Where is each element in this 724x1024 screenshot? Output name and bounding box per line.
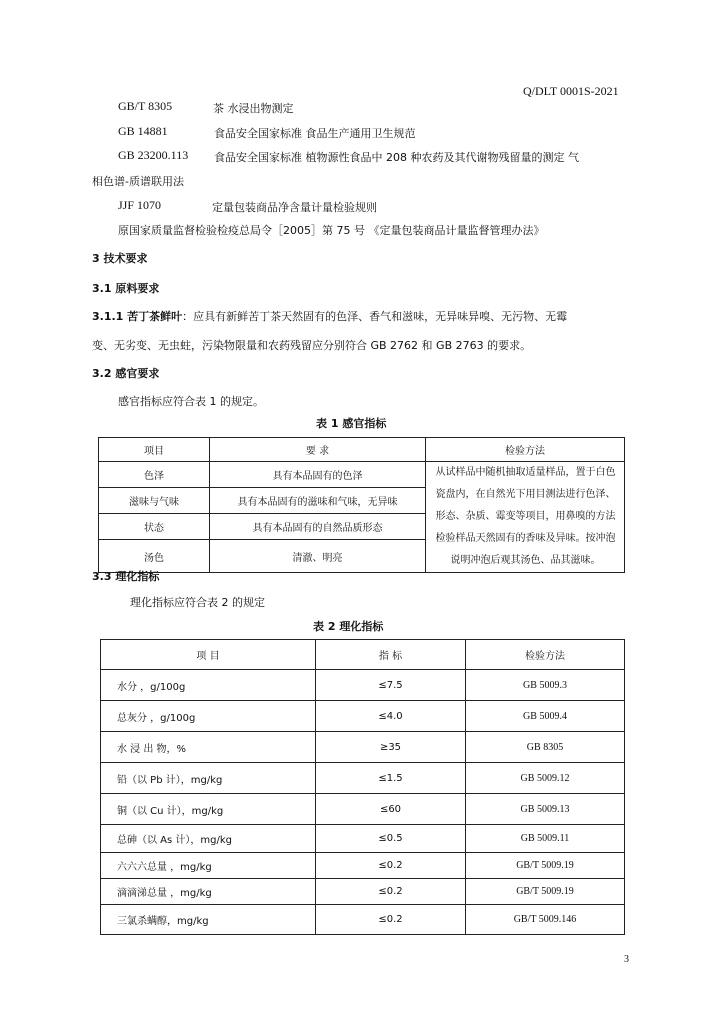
table-cell: 具有本品固有的滋味和气味，无异味 [210, 488, 426, 514]
table-row [99, 462, 625, 488]
table-cell: ≤4.0 [316, 701, 466, 732]
section-heading: 3.1 原料要求 [92, 282, 160, 295]
reference-code: GB/T 8305 [118, 99, 173, 113]
table-cell: ≤0.2 [316, 879, 466, 905]
page-number: 3 [624, 954, 629, 965]
sensory-table [98, 437, 625, 573]
paragraph-continuation: 变、无劣变、无虫蛀，污染物限量和农药残留应分别符合 GB 2762 和 GB 2763 的要求。 [92, 339, 532, 352]
section-heading: 3.2 感官要求 [92, 367, 160, 380]
table-cell: 铅（以 Pb 计），mg/kg [101, 763, 316, 794]
reference-code: GB 23200.113 [118, 148, 189, 162]
column-header: 指 标 [316, 640, 466, 670]
table-row [101, 879, 625, 905]
table-cell: ≤60 [316, 794, 466, 825]
table-cell: 总灰分 ，g/100g [101, 701, 316, 732]
table-cell: ≤0.2 [316, 853, 466, 879]
table-cell: 状态 [99, 514, 210, 540]
table-cell: 具有本品固有的自然品质形态 [210, 514, 426, 540]
table-cell: ≤0.2 [316, 905, 466, 935]
paragraph: 感官指标应符合表 1 的规定。 [118, 395, 264, 408]
table-row [101, 853, 625, 879]
paragraph: 理化指标应符合表 2 的规定 [130, 596, 265, 609]
column-header: 要 求 [210, 438, 426, 462]
table-cell: 滋味与气味 [99, 488, 210, 514]
table-cell: GB 5009.11 [466, 825, 625, 853]
table-cell: GB/T 5009.19 [466, 879, 625, 905]
table-row [101, 701, 625, 732]
reference-title-continuation: 相色谱-质谱联用法 [92, 175, 184, 188]
reference-title: 茶 水浸出物测定 [213, 102, 294, 115]
table-cell: ≤0.5 [316, 825, 466, 853]
table-cell: 色泽 [99, 462, 210, 488]
table-cell: GB/T 5009.19 [466, 853, 625, 879]
table-row [101, 670, 625, 701]
table-cell: GB 5009.3 [466, 670, 625, 701]
table-caption: 表 1 感官指标 [316, 417, 387, 430]
table-cell: 汤色 [99, 540, 210, 573]
table-cell: 铜（以 Cu 计），mg/kg [101, 794, 316, 825]
paragraph [92, 308, 567, 324]
table-cell: ≥35 [316, 732, 466, 763]
reference-title: 食品安全国家标准 食品生产通用卫生规范 [214, 127, 416, 140]
physicochemical-table [100, 639, 625, 935]
table-row [101, 794, 625, 825]
table-cell: 六六六总量 ，mg/kg [101, 853, 316, 879]
table-cell: GB 5009.4 [466, 701, 625, 732]
table-header-row [99, 438, 625, 462]
table-cell: 滴滴涕总量 ，mg/kg [101, 879, 316, 905]
reference-code: JJF 1070 [118, 198, 162, 212]
section-heading: 3.3 理化指标 [92, 570, 160, 583]
table-row [101, 732, 625, 763]
table-cell: 总砷（以 As 计），mg/kg [101, 825, 316, 853]
table-cell: 清澈、明亮 [210, 540, 426, 573]
table-cell: GB/T 5009.146 [466, 905, 625, 935]
method-cell: 从试样品中随机抽取适量样品，置于白色瓷盘内，在自然光下用目测法进行色泽、形态、杂质、霉变等项目，用鼻嗅的方法检验样品天然固有的香味及异味。按冲泡说明冲泡后观其汤色、品其滋味。 [426, 462, 625, 573]
table-header-row [101, 640, 625, 670]
document-code: Q/DLT 0001S-2021 [523, 84, 619, 98]
column-header: 项目 [99, 438, 210, 462]
column-header: 项 目 [101, 640, 316, 670]
section-heading: 3 技术要求 [92, 252, 148, 265]
term-text: ：应具有新鲜苦丁茶天然固有的色泽、香气和滋味，无异味异嗅、无污物、无霉 [182, 310, 568, 323]
reference-title: 定量包装商品净含量计量检验规则 [212, 201, 377, 214]
reference-title: 原国家质量监督检验检疫总局令［2005］第 75 号 《定量包装商品计量监督管理办法》 [118, 224, 545, 237]
table-cell: ≤7.5 [316, 670, 466, 701]
table-cell: 水 浸 出 物，% [101, 732, 316, 763]
table-row [101, 763, 625, 794]
table-cell: 三氯杀螨醇，mg/kg [101, 905, 316, 935]
reference-title: 食品安全国家标准 植物源性食品中 208 种农药及其代谢物残留量的测定 气 [214, 151, 579, 164]
table-row [101, 825, 625, 853]
reference-code: GB 14881 [118, 124, 168, 138]
column-header: 检验方法 [466, 640, 625, 670]
table-cell: GB 5009.12 [466, 763, 625, 794]
table-cell: 水分 ，g/100g [101, 670, 316, 701]
table-cell: GB 5009.13 [466, 794, 625, 825]
term-label: 3.1.1 苦丁茶鲜叶 [92, 310, 183, 323]
table-cell: 具有本品固有的色泽 [210, 462, 426, 488]
table-cell: GB 8305 [466, 732, 625, 763]
table-cell: ≤1.5 [316, 763, 466, 794]
column-header: 检验方法 [426, 438, 625, 462]
table-caption: 表 2 理化指标 [313, 620, 384, 633]
table-row [101, 905, 625, 935]
